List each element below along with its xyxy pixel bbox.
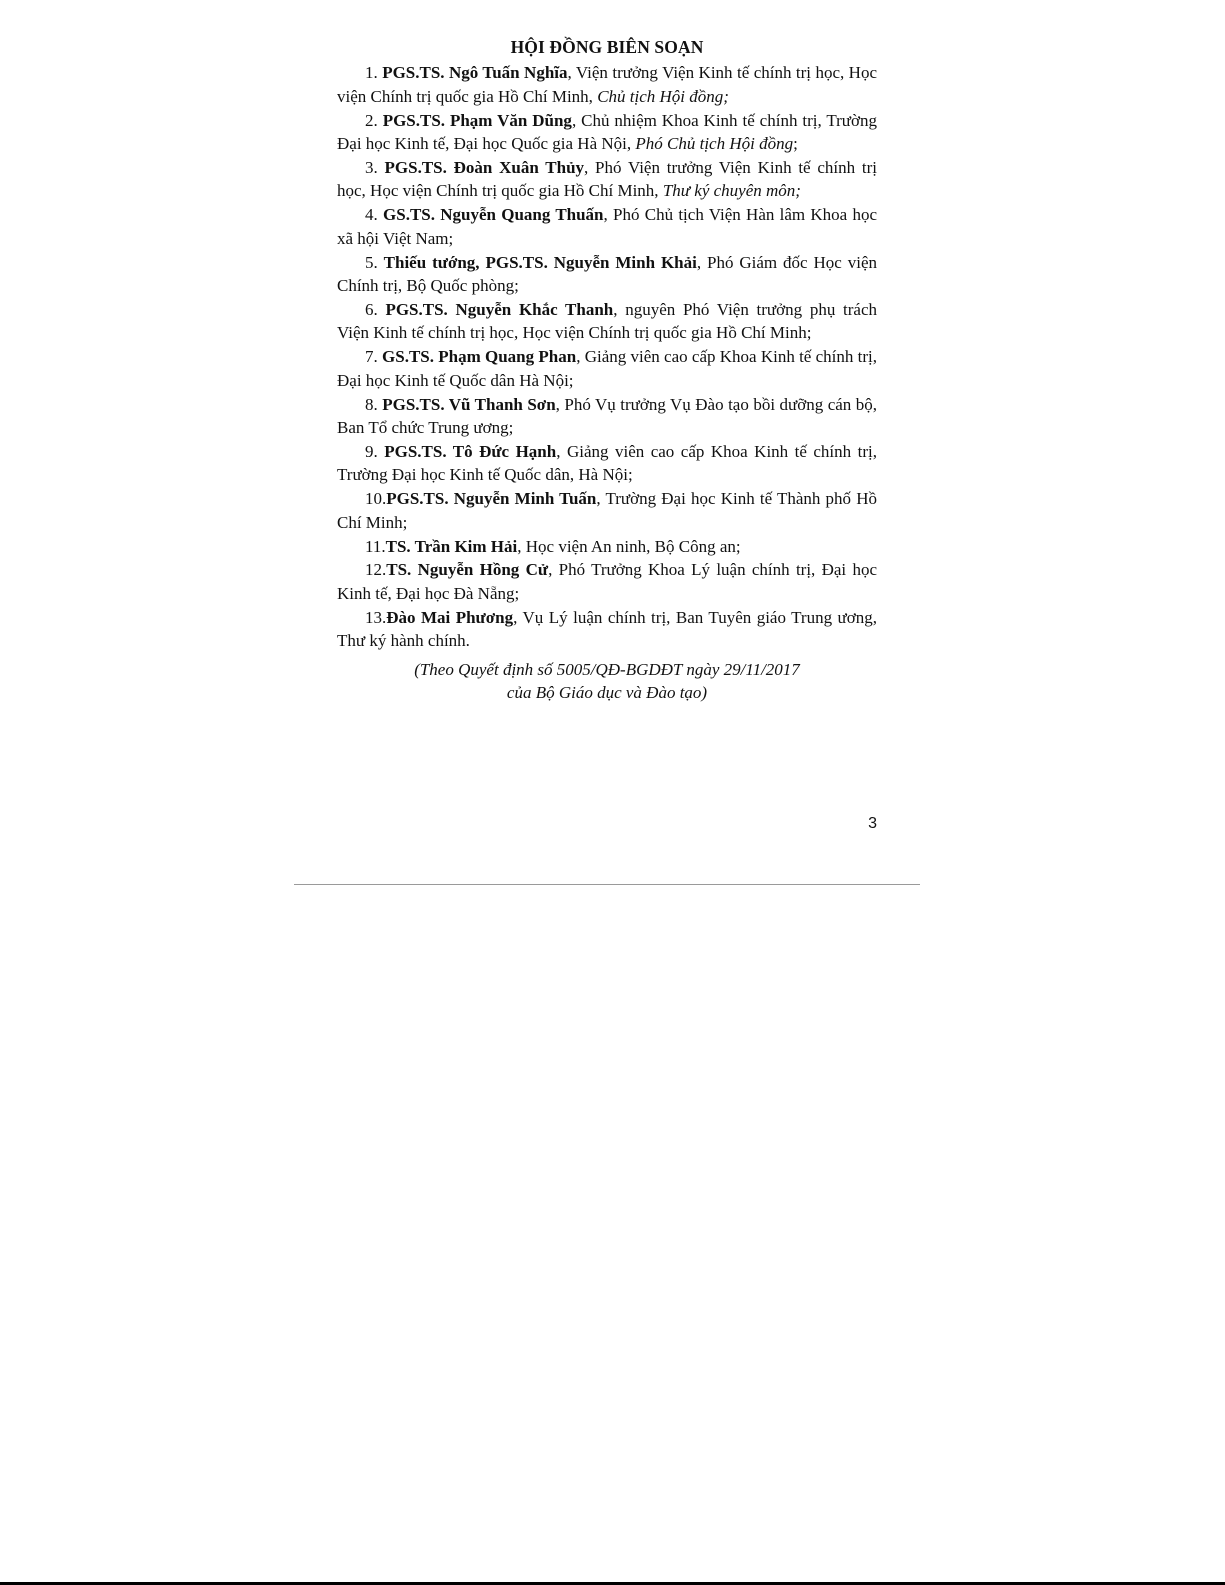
member-name: PGS.TS. Nguyễn Minh Tuấn [386, 489, 597, 509]
member-name: PGS.TS. Phạm Văn Dũng [382, 110, 572, 130]
member-number: 8. [365, 394, 383, 414]
member-entry [337, 156, 877, 203]
member-description: , Phó Vụ trưởng Vụ Đào tạo bồi dưỡng cán bộ, Ban Tổ chức Trung ương; [337, 394, 878, 437]
member-number: 12. [365, 560, 387, 580]
member-description: , Phó Trưởng Khoa Lý luận chính trị, Đại học Kinh tế, Đại học Đà Nẵng; [337, 560, 877, 603]
member-name: TS. Trần Kim Hải [385, 536, 518, 556]
member-entry [337, 606, 877, 653]
member-name: PGS.TS. Đoàn Xuân Thủy [384, 158, 585, 178]
member-description: , Giảng viên cao cấp Khoa Kinh tế chính trị, Đại học Kinh tế Quốc dân Hà Nội; [337, 347, 878, 390]
member-name: TS. Nguyễn Hồng Cử [386, 560, 549, 580]
member-name: PGS.TS. Vũ Thanh Sơn [382, 394, 556, 414]
member-entry [337, 298, 877, 345]
member-entry [337, 203, 877, 250]
citation [337, 658, 877, 705]
member-name: PGS.TS. Ngô Tuấn Nghĩa [382, 63, 568, 83]
member-role: Chủ tịch Hội đồng; [597, 86, 729, 106]
member-description: , Giảng viên cao cấp Khoa Kinh tế chính trị, Trường Đại học Kinh tế Quốc dân, Hà Nội; [337, 441, 877, 485]
member-description: , Phó Giám đốc Học viện Chính trị, Bộ Quốc phòng; [337, 252, 877, 296]
member-number: 1. [365, 63, 383, 83]
member-number: 3. [365, 158, 385, 178]
member-description: , Chủ nhiệm Khoa Kinh tế chính trị, Trường Đại học Kinh tế, Đại học Quốc gia Hà Nội, [337, 110, 877, 154]
member-description: , Phó Chủ tịch Viện Hàn lâm Khoa học xã hội Việt Nam; [337, 205, 878, 248]
member-name: GS.TS. Nguyễn Quang Thuấn [383, 205, 604, 225]
document-body [337, 36, 877, 705]
member-description: , Vụ Lý luận chính trị, Ban Tuyên giáo Trung ương, Thư ký hành chính. [337, 607, 877, 651]
member-number: 10. [365, 489, 387, 509]
member-role: Phó Chủ tịch Hội đồng [635, 134, 794, 154]
member-description: , Học viện An ninh, Bộ Công an; [517, 536, 741, 556]
member-number: 2. [365, 110, 383, 130]
member-number: 5. [365, 252, 384, 272]
member-number: 4. [365, 205, 384, 225]
page-divider [294, 884, 920, 885]
member-entry [337, 345, 877, 392]
member-name: PGS.TS. Nguyễn Khắc Thanh [385, 299, 614, 319]
member-number: 13. [365, 607, 387, 627]
member-list [337, 61, 877, 652]
member-description: , Viện trưởng Viện Kinh tế chính trị học, Học viện Chính trị quốc gia Hồ Chí Minh, [337, 63, 878, 106]
member-number: 7. [365, 347, 383, 367]
member-tail: ; [793, 134, 798, 154]
member-name: PGS.TS. Tô Đức Hạnh [384, 441, 557, 461]
page-title: HỘI ĐỒNG BIÊN SOẠN [510, 37, 704, 57]
member-entry [337, 558, 877, 605]
citation-line-1: (Theo Quyết định số 5005/QĐ-BGDĐT ngày 29/11/2017 [414, 659, 800, 679]
member-description: , nguyên Phó Viện trưởng phụ trách Viện Kinh tế chính trị học, Học viện Chính trị quốc gia Hồ Chí Minh; [337, 299, 877, 343]
member-entry [337, 393, 877, 440]
member-entry [337, 487, 877, 534]
member-entry [337, 251, 877, 298]
member-number: 6. [365, 299, 386, 319]
member-number: 9. [365, 441, 385, 461]
member-entry [337, 440, 877, 487]
member-name: Đào Mai Phương [386, 607, 514, 627]
member-description: , Phó Viện trưởng Viện Kinh tế chính trị học, Học viện Chính trị quốc gia Hồ Chí Minh, [337, 158, 878, 201]
member-name: GS.TS. Phạm Quang Phan [382, 347, 577, 367]
member-entry [337, 61, 877, 108]
member-number: 11. [365, 536, 386, 556]
member-role: Thư ký chuyên môn; [662, 181, 801, 201]
member-entry [337, 535, 877, 558]
member-description: , Trường Đại học Kinh tế Thành phố Hồ Chí Minh; [337, 489, 877, 532]
citation-line-2: của Bộ Giáo dục và Đào tạo) [506, 683, 708, 703]
member-name: Thiếu tướng, PGS.TS. Nguyễn Minh Khải [383, 252, 697, 272]
page-number: 3 [868, 815, 877, 832]
member-entry [337, 109, 877, 156]
